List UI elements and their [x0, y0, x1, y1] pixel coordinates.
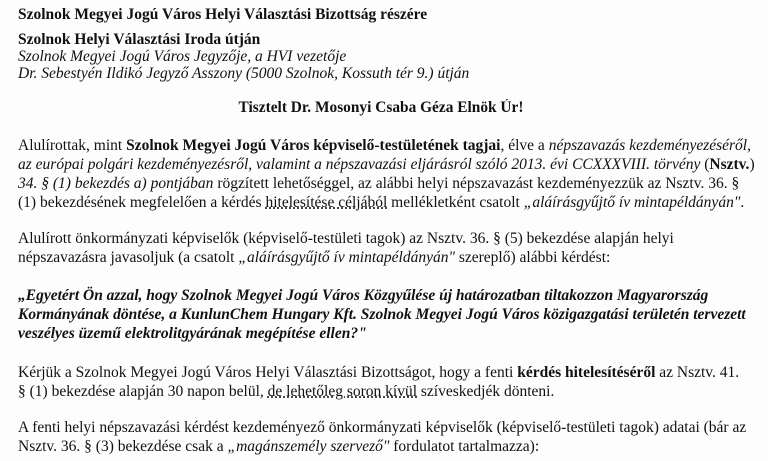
committee-heading: Szolnok Megyei Jogú Város Helyi Választási Bizottság részére	[18, 6, 428, 23]
office-line: Szolnok Helyi Választási Iroda útján	[18, 31, 261, 48]
document-page: Szolnok Megyei Jogú Város Helyi Választási Bizottság részére Szolnok Helyi Választási Iroda útján Szolnok Megyei Jogú Város Jegyzője, a HVI vezetője Dr. Sebestyén Ildikó Jegyző Asszony (5000 Szolnok, Kossuth tér 9.) útján Tisztelt Dr. Mosonyi Csaba Géza Elnök Úr! Alulírottak, mint Szolnok Megyei Jogú Város képviselő-testületének tagjai, élve a népszavazás kezdeményezéséről, az európai polgári kezdeményezésről, valamint a népszavazási eljárásról szóló 2013. évi CCXXXVIII. törvény (Nsztv.) 34. § (1) bekezdés a) pontjában rögzített lehetőséggel, az alábbi helyi népszavazást kezdeményezzük az Nsztv. 36. § (1) bekezdésének megfelelően a kérdés hitelesítése céljából mellékletként csatolt „aláírásgyűjtő ív mintapéldányán". Alulírott önkormányzati képviselők (képviselő-testületi tagok) az Nsztv. 36. § (5) bekezdése alapján helyi népszavazásra javasoljuk (a csatolt „aláírásgyűjtő ív mintapéldányán" szereplő) alábbi kérdést: „Egyetért Ön azzal, hogy Szolnok Megyei Jogú Város Közgyűlése új határozatban tiltakozzon Magyarország Kormányának döntése, a KunlunChem Hungary Kft. Szolnok Megyei Jogú Város közigazgatási területén tervezett veszélyes üzemű elektrolitgyárának megépítése ellen?" Kérjük a Szolnok Megyei Jogú Város Helyi Választási Bizottságot, hogy a fenti kérdés hitelesítéséről az Nsztv. 41. § (1) bekezdése alapján 30 napon belül, de lehetőleg soron kívül szíveskedjék dönteni. A fenti helyi népszavazási kérdést kezdeményező önkormányzati képviselők (képviselő-testületi tagok) adatai (bár az Nsztv. 36. § (3) bekezdése csak a „magánszemély szervező" fordulatot tartalmazza):	[0, 0, 768, 461]
salutation: Tisztelt Dr. Mosonyi Csaba Géza Elnök Úr!	[238, 99, 524, 116]
notary-role-line: Szolnok Megyei Jogú Város Jegyzője, a HVI vezetője	[18, 48, 347, 65]
notary-name-line: Dr. Sebestyén Ildikó Jegyző Asszony (5000 Szolnok, Kossuth tér 9.) útján	[18, 65, 470, 82]
